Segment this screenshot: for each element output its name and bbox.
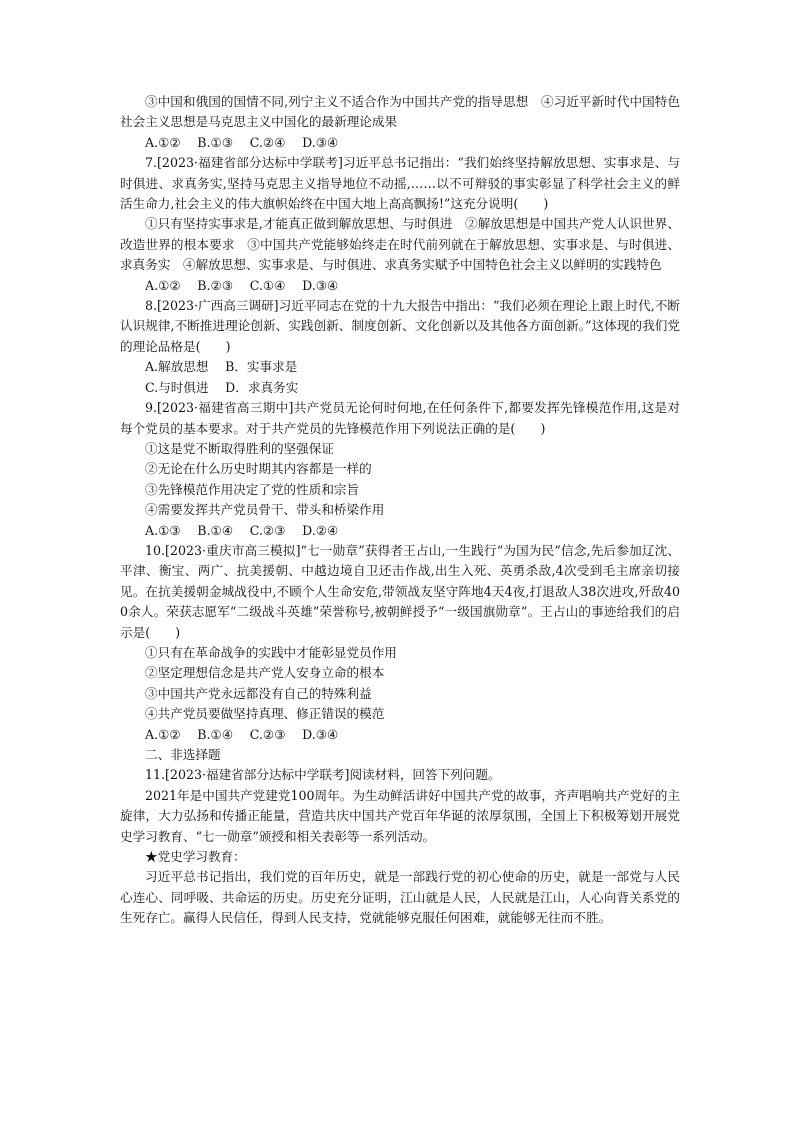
- q11-material: 2021年是中国共产党建党100周年。为生动鲜活讲好中国共产党的故事，齐声唱响共产党好的主旋律，大力弘扬和传播正能量，营造共庆中国共产党百年华诞的浓厚氛围，全国上下积极筹划开展党史学习教育、“七一勋章”颁授和相关表彰等一系列活动。: [120, 787, 680, 844]
- exam-page: [120, 92, 680, 929]
- q10-statement-3: ③中国共产党永远都没有自己的特殊利益: [145, 685, 372, 701]
- q9-statement-2: ②无论在什么历史时期其内容都是一样的: [145, 461, 372, 477]
- q9-stem: 9.[2023·福建省高三期中]共产党员无论何时何地,在任何条件下,都要发挥先锋模范作用,这是对每个党员的基本要求。对于共产党员的先锋模范作用下列说法正确的是( ): [120, 400, 680, 436]
- q7-statements: ①只有坚持实事求是,才能真正做到解放思想、与时俱进 ②解放思想是中国共产党人认识世界、改造世界的根本要求 ③中国共产党能够始终走在时代前列就在于解放思想、实事求是、与时俱进、求真务实 ④解放思想、实事求是、与时俱进、求真务实赋予中国特色社会主义以鲜明的实践特色: [120, 216, 680, 273]
- q11-quote: 习近平总书记指出，我们党的百年历史，就是一部践行党的初心使命的历史，就是一部党与人民心连心、同呼吸、共命运的历史。历史充分证明，江山就是人民，人民就是江山，人心向背关系党的生死存亡。赢得人民信任，得到人民支持，党就能够克服任何困难，就能够无往而不胜。: [120, 869, 680, 926]
- section-heading-nonchoice: 二、非选择题: [145, 747, 221, 762]
- q10-statement-4: ④共产党员要做坚持真理、修正错误的模范: [145, 706, 385, 722]
- q7-stem: 7.[2023·福建省部分达标中学联考]习近平总书记指出：“我们始终坚持解放思想、实事求是、与时俱进、求真务实,坚持马克思主义指导地位不动摇,……以不可辩驳的事实彰显了科学社会主义的鲜活生命力,社会主义的伟大旗帜始终在中国大地上高高飘扬!”这充分说明( ): [120, 155, 680, 212]
- q7-options: A.①② B.②③ C.①④ D.③④: [145, 277, 339, 293]
- q10-stem: 10.[2023·重庆市高三模拟]“七一勋章”获得者王占山,一生践行“为国为民”信念,先后参加辽沈、平津、衡宝、两广、抗美援朝、中越边境自卫还击作战,出生入死、英勇杀敌,4次受到毛主席亲切接见。在抗美援朝金城战役中,不顾个人生命安危,带领战友坚守阵地4天4夜,打退敌人38次进攻,歼敌400余人。荣获志愿军“二级战斗英雄”荣誉称号,被朝鲜授予“一级国旗勋章”。王占山的事迹给我们的启示是( ): [120, 542, 680, 640]
- q10-options: A.①② B.①④ C.②③ D.③④: [145, 726, 339, 742]
- q8-options-cd: C.与时俱进 D．求真务实: [145, 379, 299, 395]
- q9-options: A.①③ B.①④ C.②③ D.②④: [145, 522, 339, 538]
- q11-subheading: ★党史学习教育：: [145, 849, 246, 865]
- q8-stem: 8.[2023·广西高三调研]习近平同志在党的十九大报告中指出：“我们必须在理论上跟上时代,不断认识规律,不断推进理论创新、实践创新、制度创新、文化创新以及其他各方面创新。”这体现的我们党的理论品格是( ): [120, 298, 680, 354]
- q9-statement-3: ③先锋模范作用决定了党的性质和宗旨: [145, 481, 360, 497]
- q6-options: A.①② B.①③ C.②④ D.③④: [145, 134, 339, 150]
- q8-options-ab: A.解放思想 B．实事求是: [145, 359, 298, 375]
- q9-statement-1: ①这是党不断取得胜利的坚强保证: [145, 440, 334, 456]
- q10-statement-1: ①只有在革命战争的实践中才能彰显党员作用: [145, 644, 397, 660]
- q10-statement-2: ②坚定理想信念是共产党人安身立命的根本: [145, 665, 385, 681]
- q11-stem: 11.[2023·福建省部分达标中学联考]阅读材料，回答下列问题。: [145, 767, 501, 783]
- q9-statement-4: ④需要发挥共产党员骨干、带头和桥梁作用: [145, 502, 385, 518]
- q6-statement-continued: ③中国和俄国的国情不同,列宁主义不适合作为中国共产党的指导思想 ④习近平新时代中国特色社会主义思想是马克思主义中国化的最新理论成果: [120, 94, 680, 130]
